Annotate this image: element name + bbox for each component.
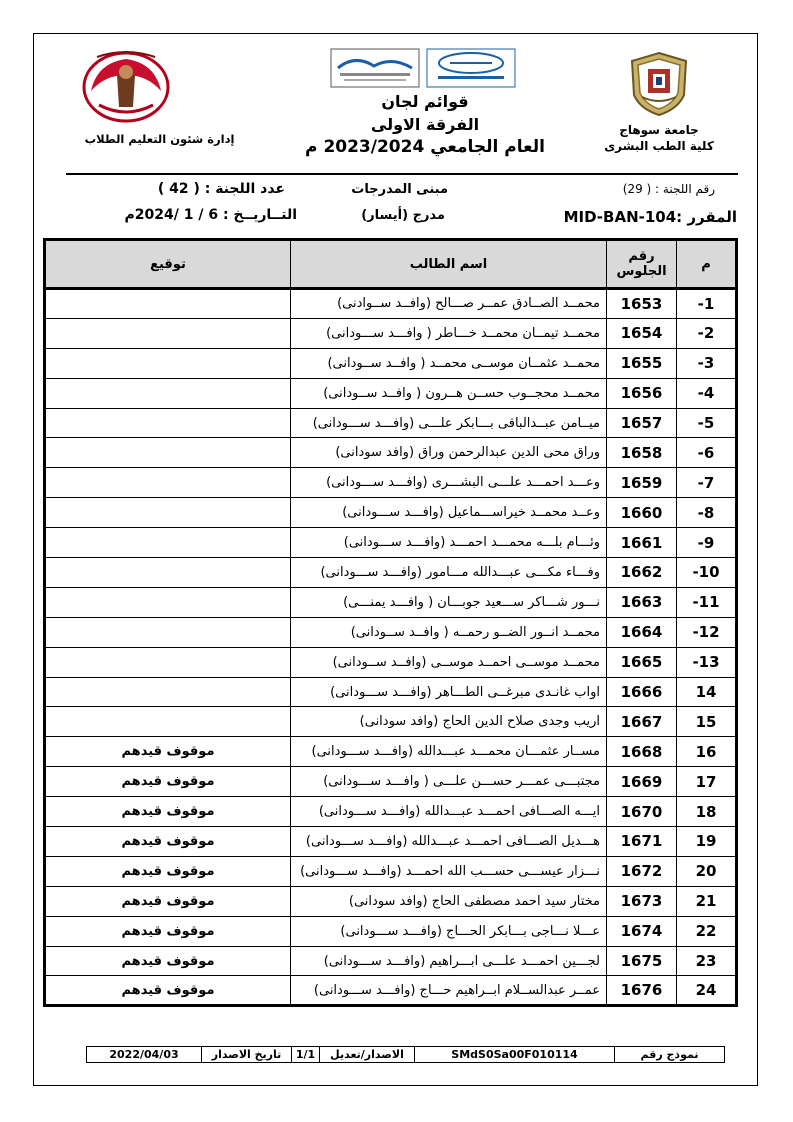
signature-cell bbox=[45, 558, 291, 588]
column-header-student-name: اسم الطالب bbox=[291, 240, 607, 289]
table-header-row bbox=[45, 240, 737, 289]
seat-number-cell: 1655 bbox=[607, 348, 677, 378]
student-name-cell: محمــد انــور الضــو رحمــه ( وافــد ســودانى) bbox=[291, 617, 607, 647]
seat-number-cell: 1668 bbox=[607, 737, 677, 767]
signature-cell: موقوف قيدهم bbox=[45, 737, 291, 767]
student-name-cell: نـــزار عيســـى حســـب الله احمـــد (وافـــد ســـودانى) bbox=[291, 856, 607, 886]
student-name-cell: مســار عثمـــان محمـــد عبـــدالله (وافـــد ســـودانى) bbox=[291, 737, 607, 767]
serial-number-cell: 19 bbox=[677, 827, 737, 857]
student-name-cell: وعــد محمــد خيراســـماعيل (وافـــد ســـودانى) bbox=[291, 498, 607, 528]
hall-name: مدرج (أيسار) bbox=[361, 208, 445, 223]
university-label: جامعة سوهاج bbox=[619, 123, 699, 137]
title-line-level: الفرقة الاولى bbox=[370, 115, 480, 134]
column-header-serial: م bbox=[677, 240, 737, 289]
table-row bbox=[45, 528, 737, 558]
seat-number-cell: 1676 bbox=[607, 976, 677, 1006]
student-name-cell: ايـــه الصـــافى احمـــد عبـــدالله (وافـــد ســـودانى) bbox=[291, 797, 607, 827]
signature-cell bbox=[45, 677, 291, 707]
table-row bbox=[45, 438, 737, 468]
certification-badges-icon bbox=[330, 48, 516, 88]
university-name bbox=[600, 122, 718, 154]
page-title bbox=[300, 90, 550, 159]
faculty-label: كلية الطب البشرى bbox=[604, 139, 714, 153]
student-name-cell: اواب غانـدى مبرغــى الطـــاهر (وافـــد ســـودانى) bbox=[291, 677, 607, 707]
table-row bbox=[45, 677, 737, 707]
signature-cell bbox=[45, 348, 291, 378]
table-row bbox=[45, 916, 737, 946]
seat-number-cell: 1664 bbox=[607, 617, 677, 647]
table-row bbox=[45, 558, 737, 588]
seat-number-cell: 1671 bbox=[607, 827, 677, 857]
footer-row bbox=[87, 1047, 725, 1063]
table-row bbox=[45, 886, 737, 916]
seat-number-cell: 1662 bbox=[607, 558, 677, 588]
table-row bbox=[45, 856, 737, 886]
student-name-cell: اريب وجدى صلاح الدين الحاج (وافد سودانى) bbox=[291, 707, 607, 737]
signature-cell: موقوف قيدهم bbox=[45, 946, 291, 976]
student-name-cell: عـــلا نـــاجى بـــابكر الحـــاج (وافـــد ســـودانى) bbox=[291, 916, 607, 946]
seat-number-cell: 1663 bbox=[607, 587, 677, 617]
table-row bbox=[45, 797, 737, 827]
seat-number-cell: 1667 bbox=[607, 707, 677, 737]
seat-number-cell: 1660 bbox=[607, 498, 677, 528]
serial-number-cell: -2 bbox=[677, 318, 737, 348]
signature-cell: موقوف قيدهم bbox=[45, 856, 291, 886]
serial-number-cell: -12 bbox=[677, 617, 737, 647]
form-footer bbox=[86, 1046, 725, 1063]
student-name-cell: محمــد تيمــان محمــد خـــاطر ( وافـــد ســـودانى) bbox=[291, 318, 607, 348]
serial-number-cell: 18 bbox=[677, 797, 737, 827]
seat-number-cell: 1659 bbox=[607, 468, 677, 498]
signature-cell bbox=[45, 408, 291, 438]
serial-number-cell: -8 bbox=[677, 498, 737, 528]
table-row bbox=[45, 348, 737, 378]
student-name-cell: لجـــين احمـــد علـــى ابـــراهيم (وافـــد ســـودانى) bbox=[291, 946, 607, 976]
table-row bbox=[45, 498, 737, 528]
seat-number-cell: 1657 bbox=[607, 408, 677, 438]
serial-number-cell: 23 bbox=[677, 946, 737, 976]
serial-number-cell: -5 bbox=[677, 408, 737, 438]
signature-cell: موقوف قيدهم bbox=[45, 886, 291, 916]
table-row bbox=[45, 737, 737, 767]
table-row bbox=[45, 587, 737, 617]
exam-date: التــاريــخ : 6 / 1 /2024م bbox=[124, 207, 297, 223]
serial-number-cell: -7 bbox=[677, 468, 737, 498]
student-name-cell: وئـــام بلـــه محمـــد احمـــد (وافـــد ســـودانى) bbox=[291, 528, 607, 558]
building-name: مبنى المدرجات bbox=[351, 182, 448, 197]
seat-number-cell: 1674 bbox=[607, 916, 677, 946]
table-row bbox=[45, 976, 737, 1006]
student-name-cell: مختار سيد احمد مصطفى الحاج (وافد سودانى) bbox=[291, 886, 607, 916]
signature-cell bbox=[45, 617, 291, 647]
serial-number-cell: 17 bbox=[677, 767, 737, 797]
serial-number-cell: 16 bbox=[677, 737, 737, 767]
table-row bbox=[45, 468, 737, 498]
seat-number-cell: 1661 bbox=[607, 528, 677, 558]
signature-cell bbox=[45, 289, 291, 319]
issue-date-value: 2022/04/03 bbox=[87, 1047, 202, 1063]
faculty-logo-icon bbox=[77, 45, 175, 125]
signature-cell bbox=[45, 528, 291, 558]
title-line-academic-year: العام الجامعي 2023/2024 م bbox=[305, 137, 545, 157]
serial-number-cell: 20 bbox=[677, 856, 737, 886]
table-row bbox=[45, 767, 737, 797]
table-row bbox=[45, 318, 737, 348]
student-name-cell: محمــد محجــوب حســن هــرون ( وافــد ســودانى) bbox=[291, 378, 607, 408]
serial-number-cell: -11 bbox=[677, 587, 737, 617]
signature-cell bbox=[45, 378, 291, 408]
student-name-cell: محمــد عثمــان موســى محمــد ( وافــد ســودانى) bbox=[291, 348, 607, 378]
seat-number-cell: 1673 bbox=[607, 886, 677, 916]
serial-number-cell: -6 bbox=[677, 438, 737, 468]
signature-cell bbox=[45, 498, 291, 528]
table-row bbox=[45, 617, 737, 647]
issue-date-label: تاريخ الاصدار bbox=[202, 1047, 292, 1063]
seat-number-cell: 1654 bbox=[607, 318, 677, 348]
signature-cell bbox=[45, 468, 291, 498]
serial-number-cell: -4 bbox=[677, 378, 737, 408]
table-row bbox=[45, 647, 737, 677]
seat-number-cell: 1656 bbox=[607, 378, 677, 408]
signature-cell bbox=[45, 318, 291, 348]
student-name-cell: محمــد موســى احمــد موســى (وافــد ســودانى) bbox=[291, 647, 607, 677]
student-name-cell: ميــامن عبــدالباقى بـــابكر علـــى (وافـــد ســـودانى) bbox=[291, 408, 607, 438]
header-divider bbox=[66, 173, 738, 175]
students-table bbox=[43, 238, 738, 1007]
issue-label: الاصدار/تعديل bbox=[320, 1047, 415, 1063]
serial-number-cell: 15 bbox=[677, 707, 737, 737]
seat-number-cell: 1665 bbox=[607, 647, 677, 677]
committee-number: رقم اللجنة : ( 29) bbox=[622, 182, 715, 196]
signature-cell bbox=[45, 587, 291, 617]
serial-number-cell: 21 bbox=[677, 886, 737, 916]
table-row bbox=[45, 707, 737, 737]
column-header-signature: توقيع bbox=[45, 240, 291, 289]
column-header-seat-number bbox=[607, 240, 677, 289]
serial-number-cell: -3 bbox=[677, 348, 737, 378]
signature-cell: موقوف قيدهم bbox=[45, 767, 291, 797]
serial-number-cell: -13 bbox=[677, 647, 737, 677]
university-crest-icon bbox=[628, 51, 690, 117]
serial-number-cell: -1 bbox=[677, 289, 737, 319]
serial-number-cell: 24 bbox=[677, 976, 737, 1006]
department-label: إدارة شئون التعليم الطلاب bbox=[84, 132, 235, 146]
signature-cell: موقوف قيدهم bbox=[45, 827, 291, 857]
student-name-cell: وراق محى الدين عبدالرحمن وراق (وافد سودانى) bbox=[291, 438, 607, 468]
student-name-cell: وفـــاء مكـــى عبـــدالله مـــامور (وافـــد ســـودانى) bbox=[291, 558, 607, 588]
seat-number-cell: 1669 bbox=[607, 767, 677, 797]
seat-number-cell: 1675 bbox=[607, 946, 677, 976]
signature-cell: موقوف قيدهم bbox=[45, 976, 291, 1006]
serial-number-cell: 14 bbox=[677, 677, 737, 707]
seat-number-cell: 1653 bbox=[607, 289, 677, 319]
committee-count: عدد اللجنة : ( 42 ) bbox=[157, 181, 285, 197]
form-number-label: نموذج رقم bbox=[615, 1047, 725, 1063]
seat-number-cell: 1670 bbox=[607, 797, 677, 827]
signature-cell bbox=[45, 438, 291, 468]
student-name-cell: نـــور شـــاكر ســـعيد جوبـــان ( وافـــد يمنـــى) bbox=[291, 587, 607, 617]
seat-number-cell: 1666 bbox=[607, 677, 677, 707]
table-row bbox=[45, 378, 737, 408]
table-row bbox=[45, 408, 737, 438]
seat-number-cell: 1672 bbox=[607, 856, 677, 886]
student-name-cell: وعـــد احمـــد علـــى البشـــرى (وافـــد ســـودانى) bbox=[291, 468, 607, 498]
table-row bbox=[45, 946, 737, 976]
student-name-cell: هـــديل الصـــافى احمـــد عبـــدالله (وافـــد ســـودانى) bbox=[291, 827, 607, 857]
title-line-committees: قوائم لجان bbox=[381, 92, 469, 111]
serial-number-cell: -10 bbox=[677, 558, 737, 588]
table-row bbox=[45, 827, 737, 857]
student-name-cell: مجتبـــى عمـــر حســـن علـــى ( وافـــد ســـودانى) bbox=[291, 767, 607, 797]
student-name-cell: محمــد الصــادق عمــر صـــالح (وافــد ســوادنى) bbox=[291, 289, 607, 319]
student-name-cell: عمــر عبدالســلام ابــراهيم حـــاج (وافـــد ســـودانى) bbox=[291, 976, 607, 1006]
signature-cell bbox=[45, 647, 291, 677]
form-number-value: SMdS0Sa00F010114 bbox=[415, 1047, 615, 1063]
issue-value: 1/1 bbox=[292, 1047, 320, 1063]
signature-cell: موقوف قيدهم bbox=[45, 797, 291, 827]
table-row bbox=[45, 289, 737, 319]
serial-number-cell: -9 bbox=[677, 528, 737, 558]
signature-cell bbox=[45, 707, 291, 737]
course-code: المقرر :MID-BAN-104 bbox=[563, 208, 737, 226]
seat-number-header-label: رقم الجلوس bbox=[616, 249, 667, 279]
seat-number-cell: 1658 bbox=[607, 438, 677, 468]
signature-cell: موقوف قيدهم bbox=[45, 916, 291, 946]
serial-number-cell: 22 bbox=[677, 916, 737, 946]
